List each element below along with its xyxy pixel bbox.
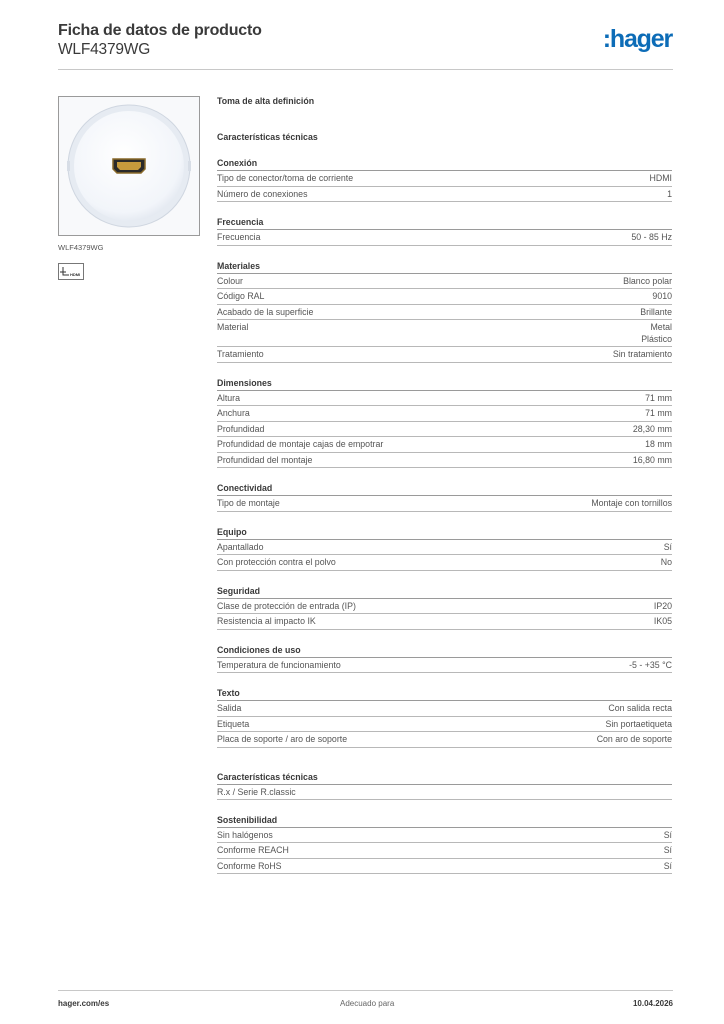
spec-section (217, 584, 672, 630)
spec-section-title: Sostenibilidad (217, 813, 672, 828)
spec-label: Altura (217, 392, 240, 403)
spec-value (652, 291, 672, 303)
spec-row (217, 230, 672, 246)
spec-row (217, 391, 672, 407)
spec-row (217, 496, 672, 512)
spec-section (217, 156, 672, 202)
spec-section (217, 813, 672, 875)
spec-row (217, 406, 672, 422)
spec-row (217, 320, 672, 347)
spec-section-title: Condiciones de uso (217, 643, 672, 658)
page-title: Ficha de datos de producto (58, 22, 262, 39)
spec-row (217, 843, 672, 859)
spec-section (217, 525, 672, 571)
spec-value-line: Sí (663, 829, 672, 840)
spec-sections (217, 156, 672, 874)
hager-logo-text: :hager (602, 25, 672, 53)
spec-label: Etiqueta (217, 718, 250, 729)
spec-value (645, 439, 672, 451)
hdmi-symbol-label: HDMI (70, 272, 81, 277)
spec-value-line: IP20 (653, 600, 672, 611)
spec-section (217, 376, 672, 469)
spec-label: Conforme REACH (217, 845, 289, 855)
spec-value (664, 542, 672, 554)
spec-value (597, 734, 672, 746)
spec-value-line: Brillante (640, 306, 672, 317)
spec-row (217, 828, 672, 844)
spec-value-line: Sí (663, 845, 672, 855)
spec-value (645, 393, 672, 405)
spec-value (623, 276, 672, 288)
spec-label: Temperatura de funcionamiento (217, 659, 341, 670)
spec-value-line: -5 - +35 °C (629, 659, 672, 670)
spec-value-line: Montaje con tornillos (591, 498, 672, 508)
spec-label: Conforme RoHS (217, 860, 282, 871)
spec-value-line: 18 mm (645, 439, 672, 449)
spec-value (641, 322, 672, 345)
spec-value (591, 498, 672, 510)
page-header (58, 20, 673, 70)
spec-row (217, 437, 672, 453)
product-description: Toma de alta definición (217, 96, 315, 106)
spec-label: Tipo de conector/toma de corriente (217, 173, 354, 183)
spec-row (217, 701, 672, 717)
spec-value (654, 616, 672, 628)
spec-row (217, 859, 672, 875)
spec-label: R.x / Serie R.classic (217, 786, 296, 797)
spec-value-line: 50 - 85 Hz (631, 232, 672, 242)
spec-label: Resistencia al impacto IK (217, 616, 316, 626)
spec-label: Salida (217, 703, 242, 713)
spec-section (217, 259, 672, 363)
spec-row (217, 289, 672, 305)
spec-section-title: Características técnicas (217, 770, 672, 785)
spec-value-line: 71 mm (645, 408, 672, 418)
spec-value-line: 1 (667, 188, 672, 199)
spec-label: Material (217, 322, 249, 332)
technical-characteristics-heading: Características técnicas (217, 132, 318, 142)
spec-value (661, 557, 672, 569)
spec-value-line: No (660, 557, 672, 567)
spec-section-title: Conexión (217, 156, 672, 171)
document-date: 10.04.2026 (632, 999, 673, 1008)
spec-label: Profundidad (217, 423, 265, 434)
hager-logo (603, 27, 672, 52)
spec-row (217, 171, 672, 187)
spec-section-title: Equipo (217, 525, 672, 540)
spec-row (217, 555, 672, 571)
spec-label: Sin halógenos (217, 829, 273, 840)
spec-value-line: 71 mm (645, 392, 672, 403)
spec-label: Frecuencia (217, 232, 261, 242)
specifications (217, 92, 672, 887)
spec-section-title: Texto (217, 686, 672, 701)
page-footer (58, 990, 673, 1015)
website-link[interactable]: hager.com/es (58, 999, 110, 1008)
spec-section-title: Dimensiones (217, 376, 672, 391)
suitability-note: Adecuado para (340, 999, 395, 1008)
spec-label: Número de conexiones (217, 188, 308, 199)
spec-value (664, 861, 672, 873)
spec-row (217, 614, 672, 630)
spec-value (631, 232, 672, 244)
spec-value (667, 189, 672, 201)
product-image (58, 96, 200, 236)
spec-value-line: IK05 (653, 616, 672, 626)
spec-row (217, 422, 672, 438)
spec-section-title: Frecuencia (217, 215, 672, 230)
spec-value-line: Sin tratamiento (612, 349, 672, 359)
spec-value (645, 408, 672, 420)
spec-section-title: Materiales (217, 259, 672, 274)
spec-value (664, 830, 672, 842)
spec-value-line: HDMI (649, 173, 672, 183)
spec-label: Acabado de la superficie (217, 306, 314, 317)
spec-value (650, 173, 672, 185)
hdmi-socket-illustration (59, 97, 199, 235)
spec-section (217, 770, 672, 800)
spec-label: Con protección contra el polvo (217, 557, 336, 567)
spec-section (217, 643, 672, 674)
spec-row (217, 540, 672, 556)
spec-row (217, 453, 672, 469)
spec-value-line: Plástico (641, 333, 672, 344)
spec-value-line: Metal (650, 322, 672, 332)
product-caption: WLF4379WG (58, 243, 104, 252)
spec-value-line: Con salida recta (608, 703, 672, 713)
product-reference: WLF4379WG (58, 41, 151, 58)
spec-row (217, 274, 672, 290)
spec-value-line: 9010 (652, 291, 672, 301)
spec-value (629, 660, 672, 672)
spec-value-line: Sin portaetiqueta (605, 718, 672, 729)
spec-row (217, 187, 672, 203)
spec-label: Código RAL (217, 291, 265, 301)
spec-value-line: Sí (663, 860, 672, 871)
spec-value-line: Con aro de soporte (596, 734, 672, 744)
spec-value-line: 28,30 mm (632, 423, 672, 434)
spec-section-title: Seguridad (217, 584, 672, 599)
spec-label: Apantallado (217, 541, 264, 552)
spec-section (217, 481, 672, 512)
spec-value (640, 307, 672, 319)
spec-row (217, 347, 672, 363)
spec-section (217, 215, 672, 246)
spec-value (633, 455, 672, 467)
spec-value (605, 719, 672, 731)
spec-row (217, 658, 672, 674)
spec-value-line: 16,80 mm (632, 454, 672, 465)
spec-value-line: Sí (663, 541, 672, 552)
spec-section (217, 686, 672, 748)
spec-value (633, 424, 672, 436)
spec-label: Profundidad de montaje cajas de empotrar (217, 439, 384, 449)
spec-row (217, 305, 672, 321)
spec-row (217, 785, 672, 800)
spec-value-line: Blanco polar (623, 275, 672, 286)
spec-label: Anchura (217, 408, 250, 418)
spec-value (608, 703, 672, 715)
spec-row (217, 717, 672, 733)
spec-label: Clase de protección de entrada (IP) (217, 600, 356, 611)
spec-label: Placa de soporte / aro de soporte (217, 734, 348, 744)
spec-label: Colour (217, 275, 243, 286)
spec-value (664, 845, 672, 857)
spec-label: Tipo de montaje (217, 498, 280, 508)
hdmi-symbol-icon (58, 263, 84, 280)
spec-row (217, 732, 672, 748)
spec-section-title: Conectividad (217, 481, 672, 496)
spec-label: Profundidad del montaje (217, 454, 313, 465)
spec-label: Tratamiento (217, 349, 264, 359)
spec-row (217, 599, 672, 615)
spec-value (654, 601, 672, 613)
spec-value (613, 349, 672, 361)
